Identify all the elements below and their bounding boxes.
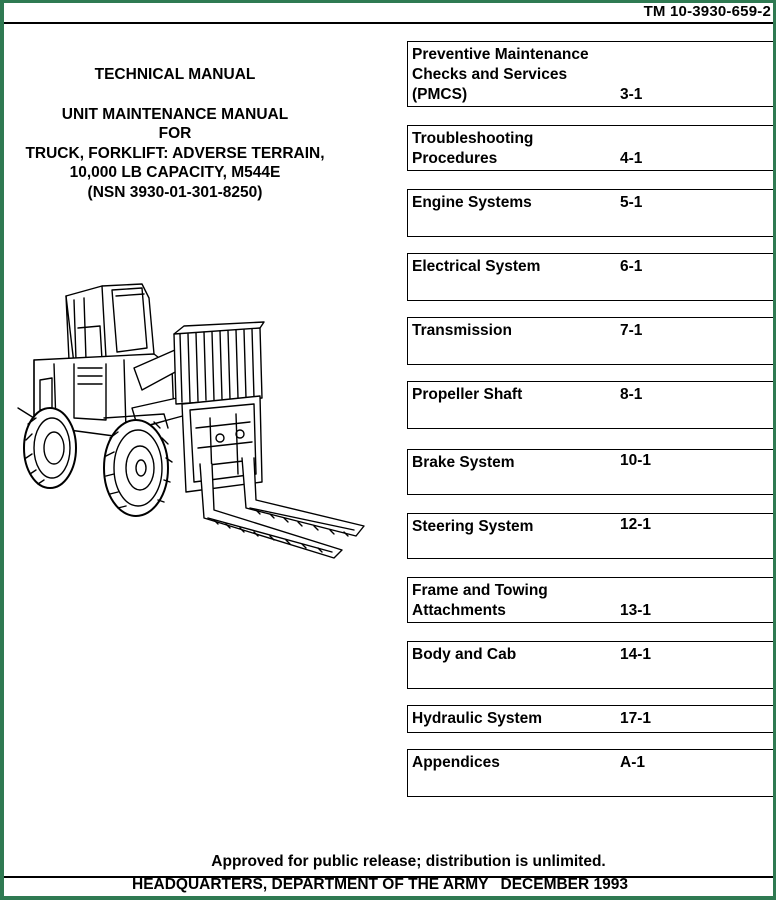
toc-label: Engine Systems xyxy=(412,194,532,211)
headquarters-label: HEADQUARTERS, DEPARTMENT OF THE ARMY xyxy=(132,876,489,893)
toc-page: 3-1 xyxy=(620,86,643,103)
title-capacity: 10,000 LB CAPACITY, M544E xyxy=(69,164,281,181)
toc-entry-body-cab[interactable] xyxy=(407,641,773,689)
top-rule xyxy=(4,22,773,24)
toc-label: Transmission xyxy=(412,322,512,339)
release-statement: Approved for public release; distribution is unlimited. xyxy=(211,853,606,870)
toc-label: Steering System xyxy=(412,518,534,535)
toc-label: Body and Cab xyxy=(412,646,517,663)
toc-label: Brake System xyxy=(412,454,515,471)
toc-entry-pmcs[interactable] xyxy=(407,41,773,107)
toc-page: 6-1 xyxy=(620,258,643,275)
toc-label: Electrical System xyxy=(412,258,541,275)
publication-date: DECEMBER 1993 xyxy=(500,876,628,893)
title-vehicle: TRUCK, FORKLIFT: ADVERSE TERRAIN, xyxy=(25,144,325,162)
toc-entry-frame-towing[interactable] xyxy=(407,577,773,623)
toc-entry-steering[interactable] xyxy=(407,513,773,559)
title-technical-manual: TECHNICAL MANUAL xyxy=(94,66,256,83)
toc-entry-hydraulic[interactable] xyxy=(407,705,773,733)
toc-entry-electrical[interactable] xyxy=(407,253,773,301)
toc-label: Hydraulic System xyxy=(412,710,543,727)
forklift-illustration-icon xyxy=(14,268,369,578)
toc-page: 4-1 xyxy=(620,150,643,167)
toc-page: 14-1 xyxy=(620,646,652,663)
toc-page: 8-1 xyxy=(620,386,643,403)
toc-label: Frame and Towing Attachments xyxy=(412,582,548,619)
toc-entry-propeller-shaft[interactable] xyxy=(407,381,773,429)
toc-label: Troubleshooting Procedures xyxy=(412,130,534,167)
toc-page: 10-1 xyxy=(620,452,652,469)
manual-cover-page xyxy=(4,3,773,896)
title-block xyxy=(4,65,346,202)
title-for: FOR xyxy=(158,125,192,142)
toc-page: A-1 xyxy=(620,754,645,771)
toc-page: 7-1 xyxy=(620,322,643,339)
toc-label: Propeller Shaft xyxy=(412,386,523,403)
tm-number: TM 10-3930-659-2 xyxy=(643,3,771,20)
toc-entry-engine[interactable] xyxy=(407,189,773,237)
title-unit-maintenance: UNIT MAINTENANCE MANUAL xyxy=(61,105,289,123)
title-nsn: (NSN 3930-01-301-8250) xyxy=(87,183,263,201)
footer xyxy=(132,876,628,894)
toc-entry-troubleshooting[interactable] xyxy=(407,125,773,171)
toc-page: 13-1 xyxy=(620,602,652,619)
toc-page: 12-1 xyxy=(620,516,652,533)
toc-page: 5-1 xyxy=(620,194,643,211)
toc-entry-appendices[interactable] xyxy=(407,749,773,797)
toc-label: Appendices xyxy=(412,754,500,771)
toc-entry-transmission[interactable] xyxy=(407,317,773,365)
toc-label: Preventive Maintenance Checks and Services (PMCS) xyxy=(412,46,589,103)
toc-page: 17-1 xyxy=(620,710,652,727)
toc-entry-brake[interactable] xyxy=(407,449,773,495)
